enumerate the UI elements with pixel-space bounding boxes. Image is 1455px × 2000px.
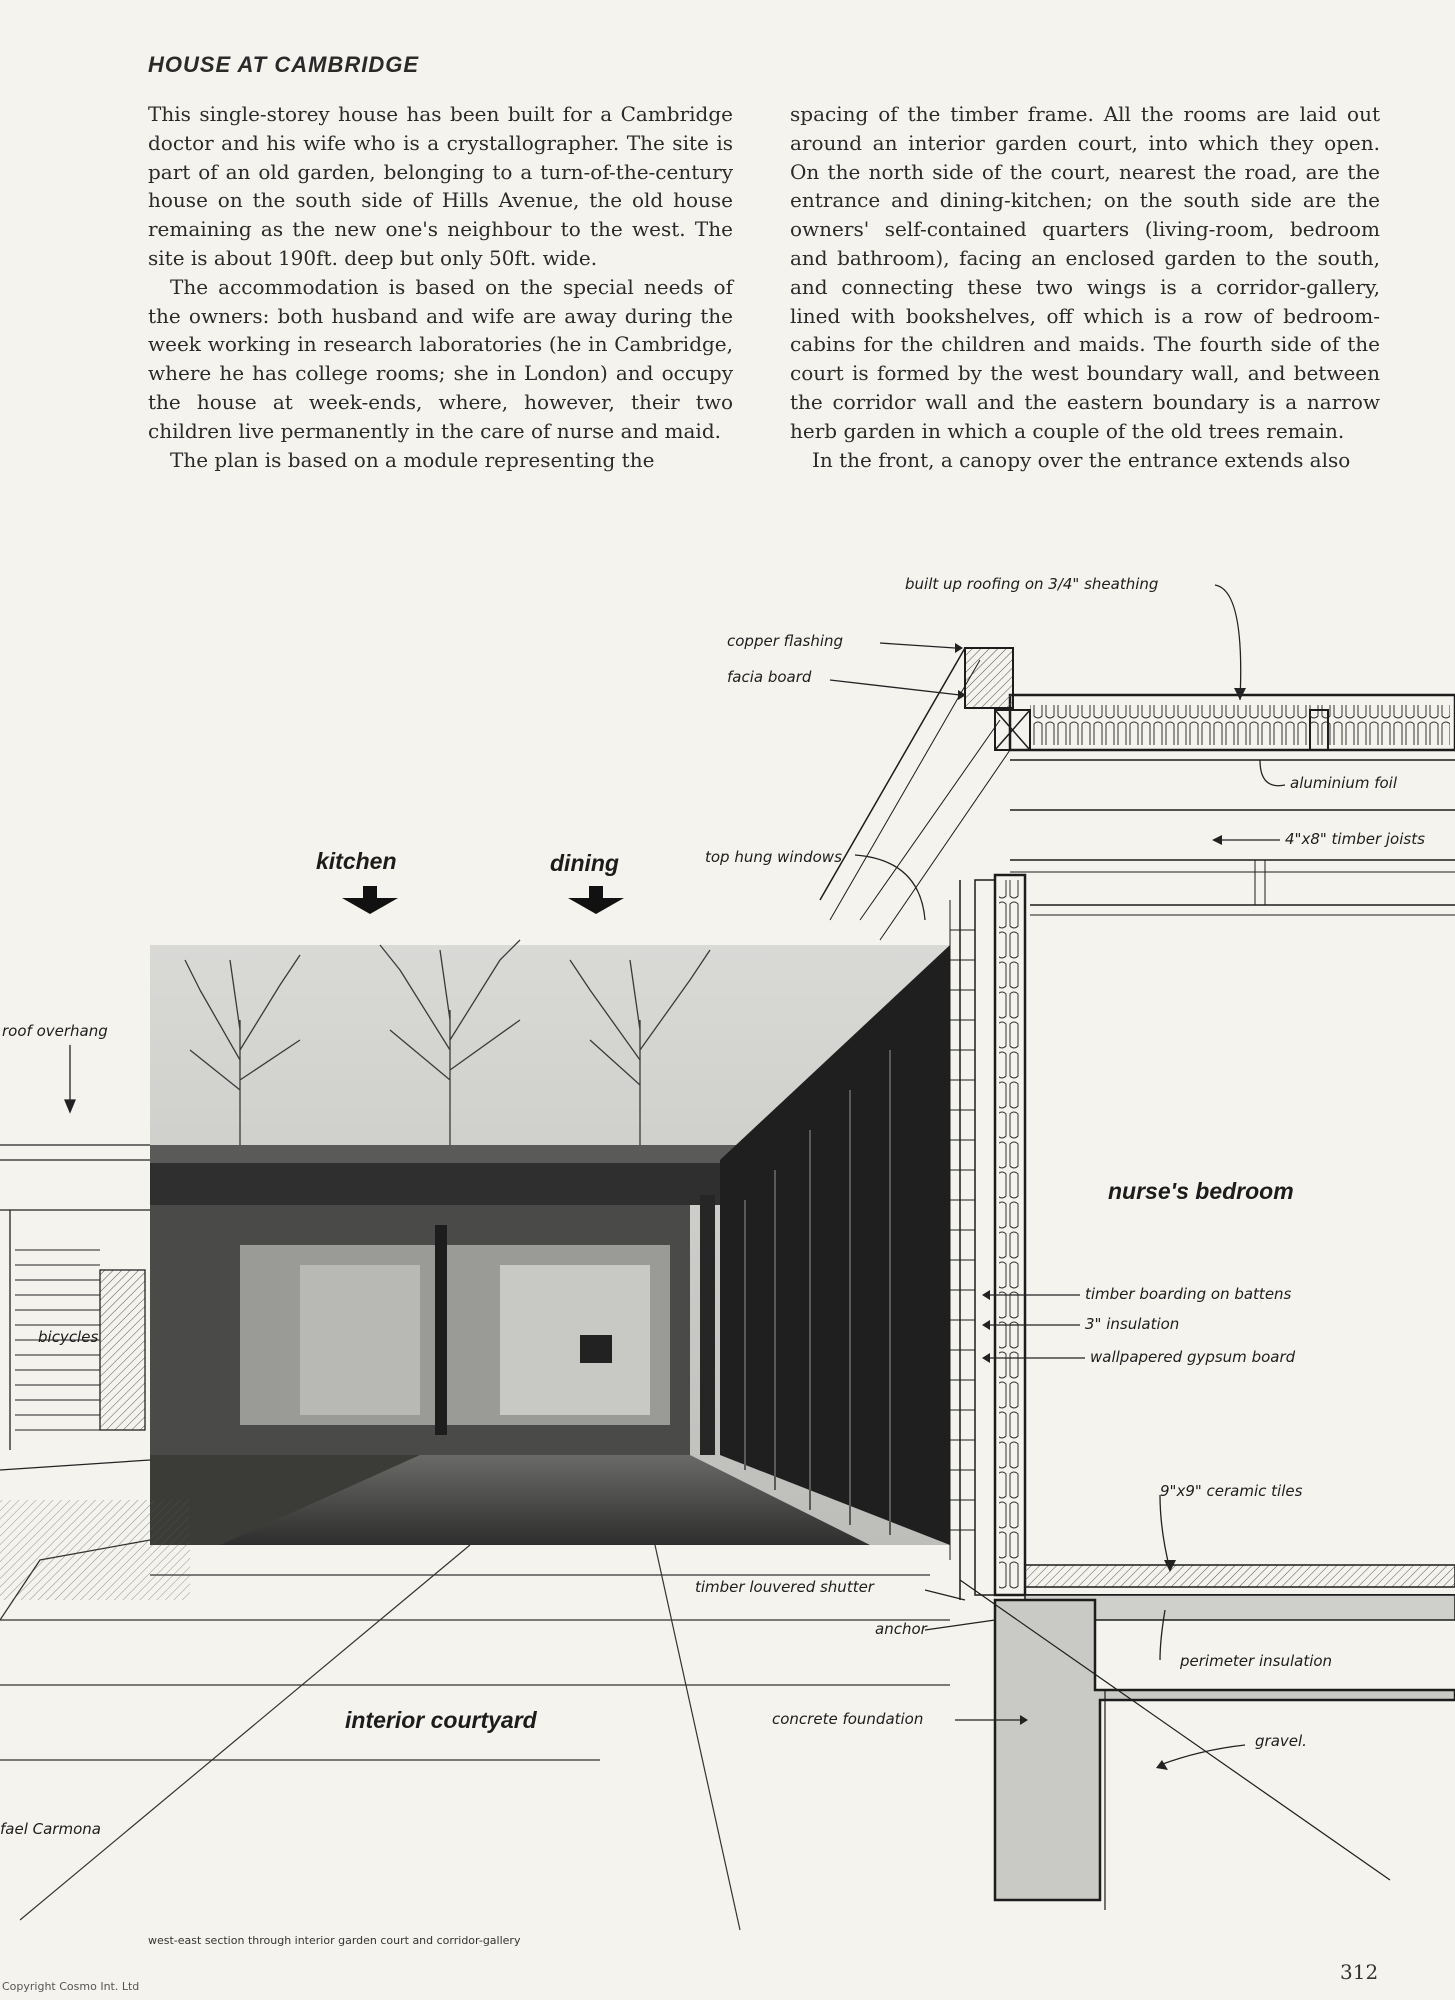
note-gravel: gravel. bbox=[1255, 1732, 1307, 1750]
paragraph: This single-storey house has been built for a Cambridge doctor and his wife who is a crystallographer. The site is part of an old garden, belonging to a turn-of-the-century house on the south side of Hills Avenue, the old house remaining as the new one's neighbour to the west. The site is about 190ft. deep but only 50ft. wide. bbox=[148, 102, 733, 270]
label-nurse-bedroom: nurse's bedroom bbox=[1108, 1178, 1294, 1204]
note-timber-boarding: timber boarding on battens bbox=[1085, 1285, 1292, 1303]
page-number: 312 bbox=[1340, 1960, 1379, 1984]
label-courtyard: interior courtyard bbox=[345, 1707, 537, 1733]
label-kitchen: kitchen bbox=[316, 848, 397, 874]
artist-signature: fael Carmona bbox=[0, 1820, 101, 1838]
note-facia-board: facia board bbox=[727, 668, 812, 686]
label-dining: dining bbox=[550, 850, 619, 876]
down-arrow-icon bbox=[363, 886, 377, 898]
note-timber-joists: 4"x8" timber joists bbox=[1285, 830, 1425, 848]
paragraph: The plan is based on a module representing the bbox=[170, 447, 655, 472]
courtyard-photo bbox=[150, 940, 950, 1545]
note-louvered-shutter: timber louvered shutter bbox=[695, 1578, 874, 1596]
note-insulation: 3" insulation bbox=[1085, 1315, 1180, 1333]
paving-lines bbox=[0, 1545, 950, 1930]
note-ceramic-tiles: 9"x9" ceramic tiles bbox=[1160, 1482, 1303, 1500]
note-concrete-foundation: concrete foundation bbox=[772, 1710, 924, 1728]
paragraph: The accommodation is based on the special needs of the owners: both husband and wife are away during the week working in research laboratories (he in Cambridge, where he has college rooms; she in London) and occupy the house at week-ends, where, however, their two children live permanently in the care of nurse and maid. bbox=[148, 274, 733, 443]
note-perimeter-insulation: perimeter insulation bbox=[1180, 1652, 1333, 1670]
note-copper-flashing: copper flashing bbox=[727, 632, 844, 650]
article-title: HOUSE AT CAMBRIDGE bbox=[148, 52, 419, 77]
down-arrow-icon bbox=[342, 898, 398, 914]
note-roofing: built up roofing on 3/4" sheathing bbox=[905, 575, 1159, 593]
note-gypsum-board: wallpapered gypsum board bbox=[1090, 1348, 1296, 1366]
down-arrow-icon bbox=[589, 886, 603, 898]
paragraph: spacing of the timber frame. All the rooms are laid out around an interior garden court, into which they open. On the north side of the court, nearest the road, are the entrance and dining-kitchen; on the south side are the owners' self-contained quarters (living-room, bedroom and bathroom), facing an enclosed garden to the south, and connecting these two wings is a corridor-gallery, lined with bookshelves, off which is a row of bedroom-cabins for the children and maids. The fourth side of the court is formed by the west boundary wall, and between the corridor wall and the eastern boundary is a narrow herb garden in which a couple of the old trees remain. bbox=[790, 102, 1380, 443]
note-bicycles: bicycles bbox=[38, 1328, 99, 1346]
note-roof-overhang: roof overhang bbox=[2, 1022, 108, 1040]
figure-caption: west-east section through interior garden court and corridor-gallery bbox=[148, 1934, 521, 1947]
note-top-hung-windows: top hung windows bbox=[705, 848, 842, 866]
copyright-notice: Copyright Cosmo Int. Ltd bbox=[2, 1980, 140, 1993]
note-anchor: anchor bbox=[875, 1620, 927, 1638]
note-aluminium-foil: aluminium foil bbox=[1290, 774, 1397, 792]
down-arrow-icon bbox=[568, 898, 624, 914]
paragraph: In the front, a canopy over the entrance extends also bbox=[812, 447, 1351, 472]
